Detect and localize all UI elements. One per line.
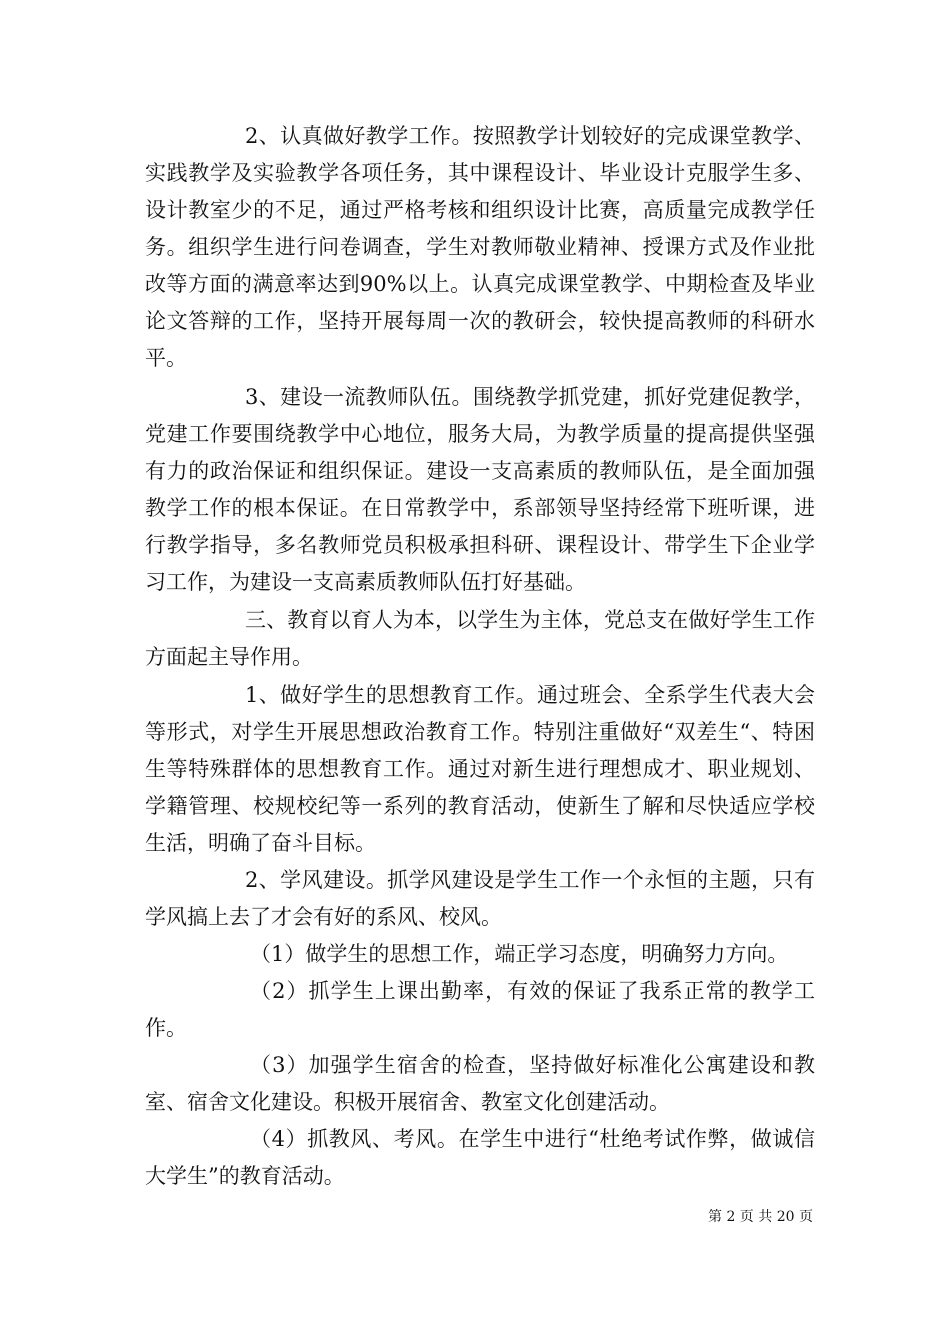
page-number-footer: 第 2 页 共 20 页 [708,1209,813,1225]
paragraph-item-3: （3）加强学生宿舍的检查，坚持做好标准化公寓建设和教室、宿舍文化建设。积极开展宿舍、教室文化创建活动。 [145,1053,815,1114]
paragraph-study-style: 2、学风建设。抓学风建设是学生工作一个永恒的主题，只有学风搞上去了才会有好的系风、校风。 [145,868,815,929]
paragraph-item-4: （4）抓教风、考风。在学生中进行“杜绝考试作弊，做诚信大学生”的教育活动。 [145,1127,815,1188]
paragraph-teacher-team: 3、建设一流教师队伍。围绕教学抓党建，抓好党建促教学，党建工作要围绕教学中心地位，服务大局，为教学质量的提高提供坚强有力的政治保证和组织保证。建设一支高素质的教师队伍，是全面加强教学工作的根本保证。在日常教学中，系部领导坚持经常下班听课，进行教学指导，多名教师党员积极承担科研、课程设计、带学生下企业学习工作，为建设一支高素质教师队伍打好基础。 [145,385,815,594]
paragraph-teaching-work: 2、认真做好教学工作。按照教学计划较好的完成课堂教学、实践教学及实验教学各项任务，其中课程设计、毕业设计克服学生多、设计教室少的不足，通过严格考核和组织设计比赛，高质量完成教学任务。组织学生进行问卷调查，学生对教师敬业精神、授课方式及作业批改等方面的满意率达到90%以上。认真完成课堂教学、中期检查及毕业论文答辩的工作，坚持开展每周一次的教研会，较快提高教师的科研水平。 [145,124,815,370]
paragraph-item-1: （1）做学生的思想工作，端正学习态度，明确努力方向。 [250,942,789,966]
paragraph-item-2: （2）抓学生上课出勤率，有效的保证了我系正常的教学工作。 [145,979,815,1040]
paragraph-section-three: 三、教育以育人为本，以学生为主体，党总支在做好学生工作方面起主导作用。 [145,608,815,669]
paragraph-ideological-education: 1、做好学生的思想教育工作。通过班会、全系学生代表大会等形式，对学生开展思想政治教育工作。特别注重做好“双差生“、特困生等特殊群体的思想教育工作。通过对新生进行理想成才、职业规划、学籍管理、校规校纪等一系列的教育活动，使新生了解和尽快适应学校生活，明确了奋斗目标。 [145,683,815,855]
